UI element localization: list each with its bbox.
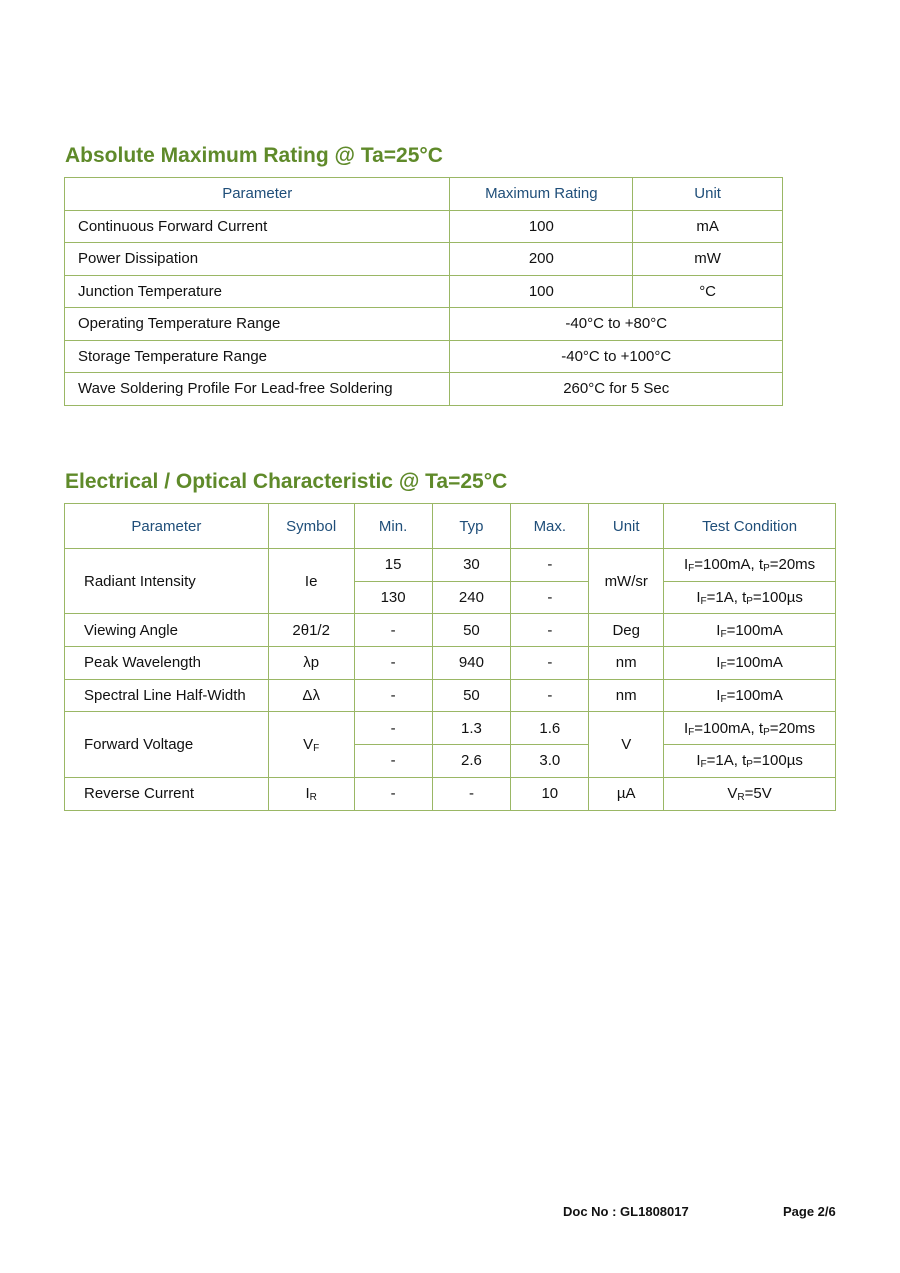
cond-text: =5V [744, 785, 772, 803]
cell-test-condition [664, 647, 836, 680]
cond-subscript: F [688, 726, 695, 738]
table-row [65, 210, 783, 243]
electrical-optical-table [64, 503, 836, 811]
cell-symbol: 2θ1/2 [268, 614, 354, 647]
cell-symbol: λp [268, 647, 354, 680]
cond-text: =1A, t [706, 589, 747, 607]
header-unit: Unit [633, 178, 783, 211]
symbol-subscript: R [309, 792, 317, 804]
table-row [65, 308, 783, 341]
cell-min: - [354, 679, 432, 712]
cell-min: 130 [354, 581, 432, 614]
cell-unit: mW/sr [589, 549, 664, 614]
cell-max: 10 [511, 777, 589, 810]
cell-symbol: Δλ [268, 679, 354, 712]
header-typ: Typ [432, 504, 511, 549]
cell-parameter: Junction Temperature [65, 275, 450, 308]
cond-text: =1A, t [706, 752, 747, 770]
cell-parameter: Forward Voltage [65, 712, 269, 777]
cond-text: =100µs [752, 752, 803, 770]
symbol-text: I [305, 785, 310, 803]
cell-test-condition [664, 549, 836, 582]
cell-test-condition [664, 581, 836, 614]
cell-min: - [354, 777, 432, 810]
cond-text: =100µs [752, 589, 803, 607]
cell-max: 1.6 [511, 712, 589, 745]
table-row [65, 679, 836, 712]
cond-subscript: P [746, 596, 753, 608]
header-max-rating: Maximum Rating [450, 178, 633, 211]
table-row [65, 647, 836, 680]
cond-text: I [696, 752, 701, 770]
cell-typ: 50 [432, 614, 511, 647]
cond-text: I [716, 654, 721, 672]
cell-rating: 260°C for 5 Sec [450, 373, 783, 406]
cell-typ: 940 [432, 647, 511, 680]
header-unit: Unit [589, 504, 664, 549]
symbol-text: V [303, 736, 314, 754]
header-max: Max. [511, 504, 589, 549]
cell-unit: Deg [589, 614, 664, 647]
symbol-subscript: F [313, 743, 320, 755]
cell-max: - [511, 647, 589, 680]
cell-test-condition [664, 679, 836, 712]
cond-text: I [716, 687, 721, 705]
header-parameter: Parameter [65, 178, 450, 211]
absolute-max-rating-title: Absolute Maximum Rating @ Ta=25°C [65, 144, 443, 167]
electrical-optical-title: Electrical / Optical Characteristic @ Ta=25°C [65, 470, 508, 493]
cell-typ: 30 [432, 549, 511, 582]
cond-subscript: F [700, 596, 707, 608]
cond-subscript: F [688, 563, 695, 575]
cell-rating: 100 [450, 210, 633, 243]
cell-parameter: Continuous Forward Current [65, 210, 450, 243]
table-row [65, 340, 783, 373]
cond-subscript: F [700, 759, 707, 771]
cell-symbol [268, 777, 354, 810]
absolute-max-rating-table [64, 177, 783, 406]
cell-min: - [354, 745, 432, 778]
cell-rating: 200 [450, 243, 633, 276]
cond-text: I [683, 556, 689, 574]
cond-subscript: F [720, 694, 727, 706]
cell-rating: -40°C to +100°C [450, 340, 783, 373]
table-row [65, 549, 836, 582]
cond-text: =100mA [726, 654, 783, 672]
cell-test-condition [664, 745, 836, 778]
cond-text: =100mA, t [694, 556, 764, 574]
cell-typ: - [432, 777, 511, 810]
cond-text: I [716, 621, 721, 639]
cell-min: - [354, 647, 432, 680]
table-header-row [65, 504, 836, 549]
cell-test-condition [664, 777, 836, 810]
cell-max: - [511, 679, 589, 712]
cell-max: 3.0 [511, 745, 589, 778]
cell-parameter: Reverse Current [65, 777, 269, 810]
table-row [65, 712, 836, 745]
cell-unit: nm [589, 679, 664, 712]
cond-subscript: P [763, 563, 770, 575]
cond-subscript: P [746, 759, 753, 771]
doc-number: Doc No : GL1808017 [563, 1204, 689, 1219]
cell-rating: -40°C to +80°C [450, 308, 783, 341]
cond-text: =20ms [769, 719, 816, 737]
header-parameter: Parameter [65, 504, 269, 549]
cell-max: - [511, 614, 589, 647]
cell-symbol [268, 712, 354, 777]
cell-max: - [511, 581, 589, 614]
cell-parameter: Wave Soldering Profile For Lead-free Soldering [65, 373, 450, 406]
cell-min: - [354, 614, 432, 647]
cell-min: - [354, 712, 432, 745]
cell-rating: 100 [450, 275, 633, 308]
cond-text: I [696, 589, 701, 607]
cell-typ: 240 [432, 581, 511, 614]
cond-subscript: P [763, 726, 770, 738]
cond-text: V [727, 785, 738, 803]
header-min: Min. [354, 504, 432, 549]
cell-parameter: Storage Temperature Range [65, 340, 450, 373]
table-row [65, 275, 783, 308]
cell-parameter: Operating Temperature Range [65, 308, 450, 341]
table-header-row [65, 178, 783, 211]
table-row [65, 373, 783, 406]
table-row [65, 243, 783, 276]
cond-text: =20ms [769, 556, 816, 574]
cell-test-condition [664, 614, 836, 647]
cell-unit: µA [589, 777, 664, 810]
cell-parameter: Peak Wavelength [65, 647, 269, 680]
header-test-condition: Test Condition [664, 504, 836, 549]
cond-subscript: F [720, 661, 727, 673]
cond-text: I [683, 719, 689, 737]
cond-text: =100mA [726, 687, 783, 705]
cell-unit: mA [633, 210, 783, 243]
cell-unit: V [589, 712, 664, 777]
cond-subscript: R [737, 792, 745, 804]
header-symbol: Symbol [268, 504, 354, 549]
cell-parameter: Radiant Intensity [65, 549, 269, 614]
cell-unit: mW [633, 243, 783, 276]
cell-parameter: Spectral Line Half-Width [65, 679, 269, 712]
cell-typ: 2.6 [432, 745, 511, 778]
page-number: Page 2/6 [783, 1204, 836, 1219]
cond-text: =100mA [726, 621, 783, 639]
cell-unit: °C [633, 275, 783, 308]
cell-test-condition [664, 712, 836, 745]
cell-symbol: Ie [268, 549, 354, 614]
cell-max: - [511, 549, 589, 582]
cell-typ: 50 [432, 679, 511, 712]
table-row [65, 777, 836, 810]
cond-text: =100mA, t [694, 719, 764, 737]
cell-min: 15 [354, 549, 432, 582]
cell-parameter: Power Dissipation [65, 243, 450, 276]
cell-typ: 1.3 [432, 712, 511, 745]
cond-subscript: F [720, 628, 727, 640]
cell-unit: nm [589, 647, 664, 680]
table-row [65, 614, 836, 647]
cell-parameter: Viewing Angle [65, 614, 269, 647]
